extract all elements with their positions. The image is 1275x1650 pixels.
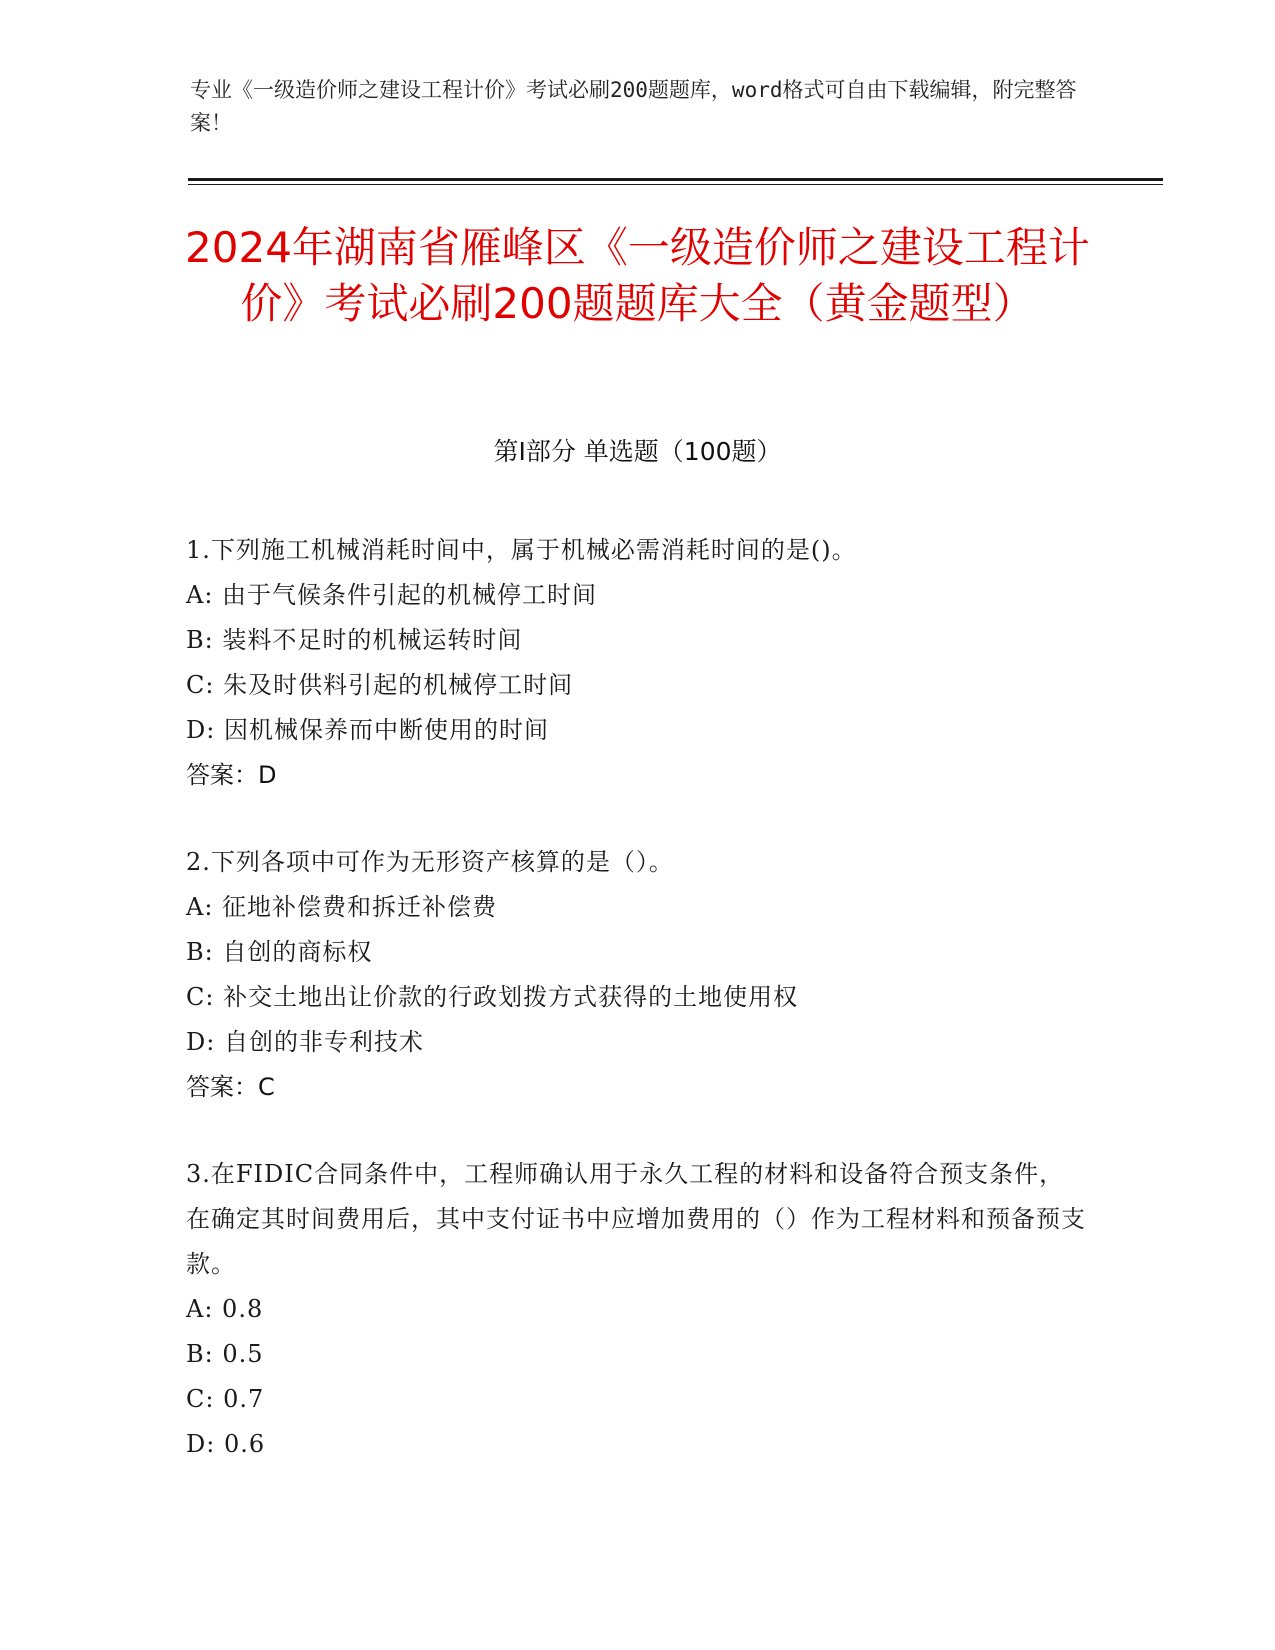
question-2 — [186, 840, 1086, 1110]
option-b: B: 装料不足时的机械运转时间 — [186, 626, 523, 654]
header-divider-thin — [188, 184, 1163, 185]
question-stem: 2.下列各项中可作为无形资产核算的是（）。 — [186, 848, 674, 876]
header-note: 专业《一级造价师之建设工程计价》考试必刷200题题库，word格式可自由下载编辑，附完整答案！ — [190, 78, 1077, 135]
option-c: C: 补交土地出让价款的行政划拨方式获得的土地使用权 — [186, 983, 799, 1011]
option-d: D: 自创的非专利技术 — [186, 1028, 424, 1056]
option-c: C: 0.7 — [186, 1385, 265, 1413]
question-3 — [186, 1152, 1086, 1467]
option-b: B: 自创的商标权 — [186, 938, 373, 966]
question-list — [186, 528, 1086, 1509]
option-b: B: 0.5 — [186, 1340, 264, 1368]
header-divider-thick — [188, 178, 1163, 181]
question-stem: 1.下列施工机械消耗时间中，属于机械必需消耗时间的是()。 — [186, 536, 857, 564]
document-title: 2024年湖南省雁峰区《一级造价师之建设工程计价》考试必刷200题题库大全（黄金题型） — [185, 223, 1090, 328]
option-a: A: 由于气候条件引起的机械停工时间 — [186, 581, 598, 609]
option-d: D: 0.6 — [186, 1430, 266, 1458]
option-a: A: 征地补偿费和拆迁补偿费 — [186, 893, 498, 921]
answer: 答案：D — [186, 761, 277, 789]
section-title: 第I部分 单选题（100题） — [493, 437, 782, 466]
answer: 答案：C — [186, 1073, 275, 1101]
option-a: A: 0.8 — [186, 1295, 264, 1323]
question-1 — [186, 528, 1086, 798]
question-stem: 3.在FIDIC合同条件中，工程师确认用于永久工程的材料和设备符合预支条件，在确定其时间费用后，其中支付证书中应增加费用的（）作为工程材料和预备预支款。 — [186, 1160, 1086, 1278]
option-d: D: 因机械保养而中断使用的时间 — [186, 716, 549, 744]
option-c: C: 朱及时供料引起的机械停工时间 — [186, 671, 574, 699]
